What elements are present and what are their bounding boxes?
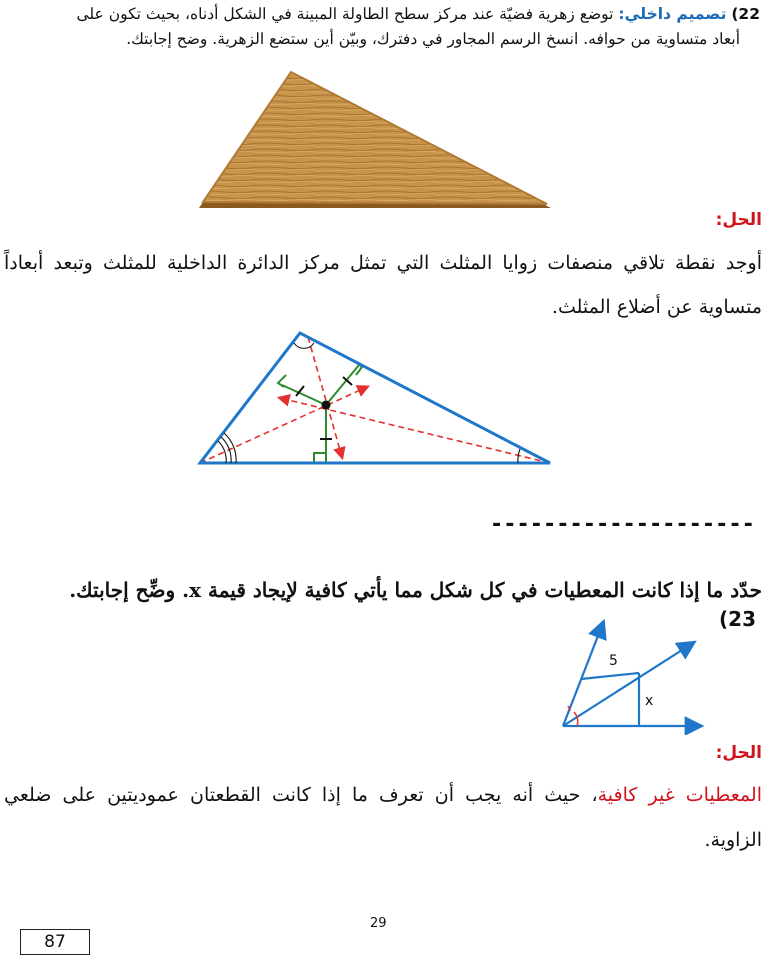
solution-23-label: الحل: xyxy=(715,743,762,763)
ray-upper xyxy=(563,623,603,726)
problem-22-text-line2: أبعاد متساوية من حوافه. انسخ الرسم المجاور في دفترك، وبيّن أين ستضع الزهرية. وضح إجابتك. xyxy=(126,30,740,48)
incenter-triangle-figure xyxy=(190,325,565,475)
page-box-number: 87 xyxy=(20,929,90,955)
perpendicular-segments xyxy=(278,360,362,463)
ray-bisector xyxy=(563,643,693,726)
incenter-point xyxy=(322,401,331,410)
angle-arcs xyxy=(218,343,520,463)
solution-22-line1: أوجد نقطة تلاقي منصفات زوايا المثلث التي تمثل مركز الدائرة الداخلية للمثلث وتبعد أبعاداً xyxy=(4,252,762,274)
problem-22-text-line1: توضع زهرية فضيّة عند مركز سطح الطاولة المبينة في الشكل أدناه، بحيث تكون على xyxy=(76,5,614,23)
page-number: 29 xyxy=(370,916,387,931)
label-x: x xyxy=(645,693,654,709)
problem-22-line1 xyxy=(0,2,760,26)
solution-23-line1-rest: ، حيث أنه يجب أن تعرف ما إذا كانت القطعتان عموديتين على ضلعي xyxy=(4,784,598,806)
angle-bisectors xyxy=(200,337,550,463)
section-divider: -------------------- xyxy=(490,512,755,537)
label-5: 5 xyxy=(609,653,618,669)
wooden-table-image xyxy=(195,70,555,220)
angle-rays-figure xyxy=(555,615,715,735)
table-top xyxy=(203,72,547,204)
problem-23-instruction: حدّد ما إذا كانت المعطيات في كل شكل مما يأتي كافية لإيجاد قيمة x. وضِّح إجابتك. xyxy=(69,578,762,602)
triangle-outline xyxy=(200,333,550,463)
solution-22-label: الحل: xyxy=(715,210,762,230)
segment-5 xyxy=(581,673,639,679)
solution-23-line1 xyxy=(4,780,762,810)
solution-22-line2: متساوية عن أضلاع المثلث. xyxy=(551,296,762,318)
problem-22-title: تصميم داخلي: xyxy=(618,5,727,23)
problem-23-number: (23 xyxy=(719,607,756,631)
solution-23-line2: الزاوية. xyxy=(704,829,762,851)
problem-22-number: 22) xyxy=(731,5,760,23)
solution-23-highlight: المعطيات غير كافية xyxy=(597,784,762,806)
